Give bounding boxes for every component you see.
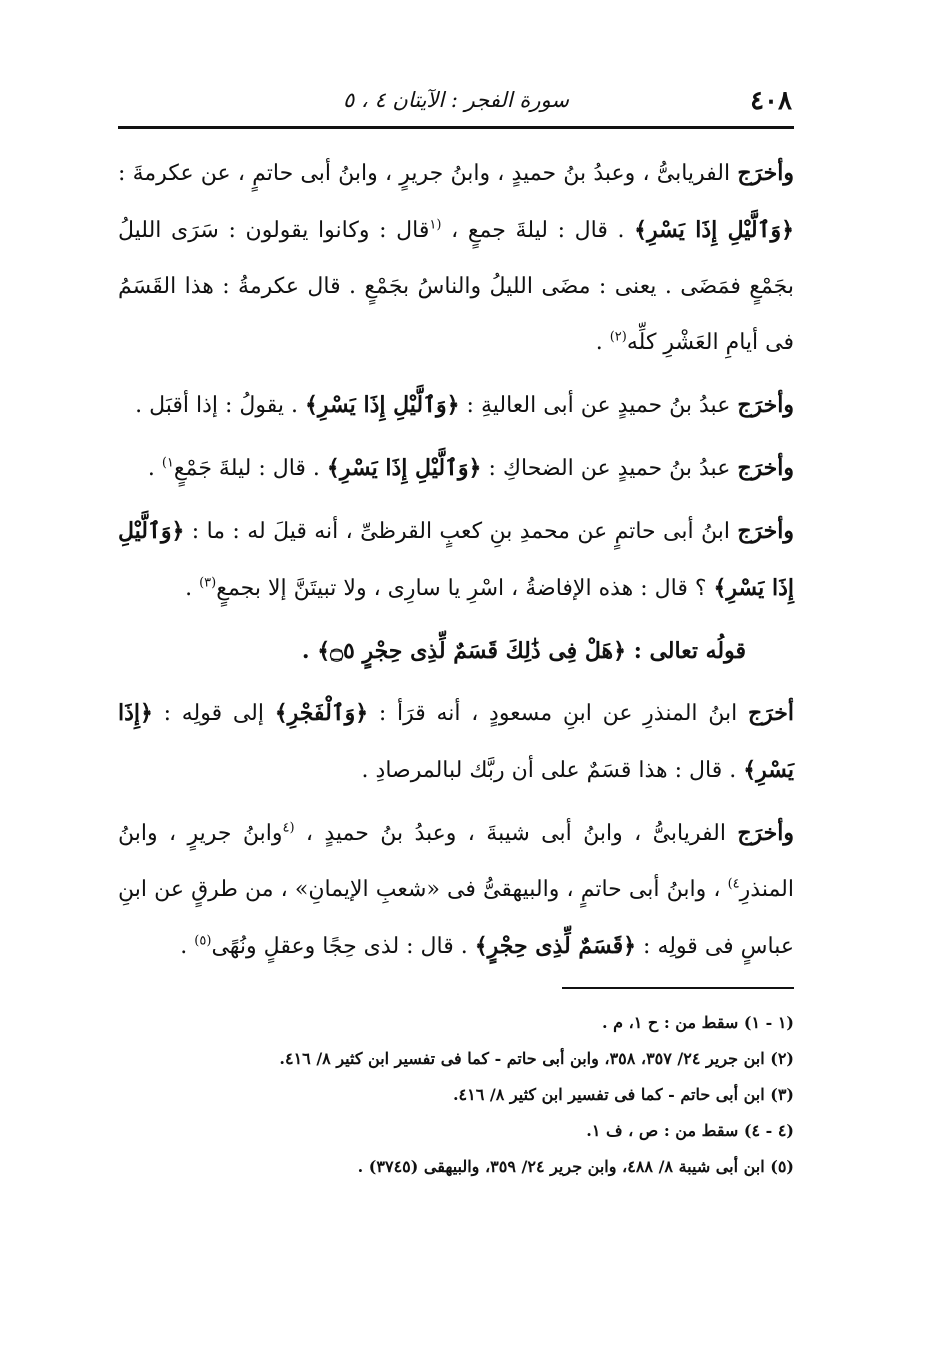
body-text: [118, 145, 794, 975]
footnote-marker: (٥): [194, 933, 212, 949]
paragraph: [118, 805, 794, 975]
footnotes: [118, 1005, 794, 1185]
paragraph-text: الفريابىُّ ، وابنُ أبى شيبةَ ، وعبدُ بنُ حميدٍ ،: [294, 821, 738, 846]
quran-quote: ﴿وَٱلَّيْلِ إِذَا يَسْرِ﴾: [634, 217, 794, 243]
page-header: [118, 78, 794, 129]
paragraph-lead: وأخرَج: [737, 820, 795, 846]
page-number: ٤٠٨: [750, 86, 792, 116]
paragraph-text: الفريابىُّ ، وعبدُ بنُ حميدٍ ، وابنُ جريرٍ ، وابنُ أبى حاتمٍ ، عن عكرمةَ :: [118, 161, 738, 186]
footnote-marker: (١: [429, 217, 442, 233]
footnote-divider: [562, 987, 794, 989]
paragraph-lead: وأخرَج: [737, 392, 794, 418]
paragraph-lead: وأخرَج: [737, 518, 794, 544]
paragraph-text: [626, 638, 634, 664]
quran-quote: ﴿قَسَمٌ لِّذِى حِجْرٍ﴾: [474, 933, 637, 959]
paragraph: [118, 440, 794, 497]
paragraph-text: .: [595, 330, 610, 355]
footnote-marker: (٢): [609, 329, 627, 345]
paragraph-text: .: [301, 638, 318, 664]
paragraph-text: . يقولُ : إذا أقبَل .: [135, 393, 306, 418]
paragraph: [118, 685, 794, 799]
quran-quote: ﴿وَٱلَّيْلِ إِذَا يَسْرِ﴾: [118, 518, 794, 601]
paragraph-text: ؟ قال : هذه الإفاضةُ ، اسْرِ يا سارِى ، ولا تبيتَنَّ إلا بجمعٍ: [216, 576, 714, 601]
footnote-marker: ١): [161, 455, 174, 471]
footnote-item: (٥) ابن أبى شيبة ٨/ ٤٨٨، وابن جرير ٢٤/ ٣٥٩، والبيهقى (٣٧٤٥) .: [357, 1157, 794, 1176]
paragraph: [118, 145, 794, 371]
running-title: سورة الفجر : الآيتان ٤ ، ٥: [343, 88, 569, 112]
quran-quote: ﴿وَٱلَّيْلِ إِذَا يَسْرِ﴾: [326, 455, 482, 481]
footnote-marker: (٤: [282, 820, 295, 836]
footnote-item: (٣) ابن أبى حاتم - كما فى تفسير ابن كثير ٨/ ٤١٦.: [452, 1085, 794, 1104]
paragraph-text: ابنُ أبى حاتمٍ عن محمدِ بنِ كعبٍ القرظىِّ ، أنه قيلَ له : ما :: [184, 519, 738, 544]
paragraph-text: عبدُ بنُ حميدٍ عن أبى العاليةِ :: [459, 393, 738, 418]
footnote-marker: (٣): [199, 575, 217, 591]
paragraph-text: . قال : ليلةَ جمعٍ ،: [441, 218, 635, 243]
paragraph-text: . قال : ليلةَ جَمْعٍ: [173, 456, 327, 481]
verse-heading: [118, 623, 746, 679]
paragraph-lead: وأخرَج: [737, 160, 794, 186]
footnote-item: (١ - ١) سقط من : ح ١، م .: [601, 1013, 794, 1032]
paragraph-text: . قال : هذا قسَمٌ على أن ربَّك لبالمرصادِ .: [361, 758, 744, 783]
paragraph-lead: قولُه تعالى :: [633, 638, 746, 664]
book-page: [118, 78, 794, 1185]
paragraph-lead: وأخرَج: [737, 455, 794, 481]
paragraph-text: عبدُ بنُ حميدٍ عن الضحاكِ :: [481, 456, 738, 481]
paragraph-text: . قال : لذى حِجًا وعقلٍ ونُهًى: [211, 934, 475, 959]
footnote-marker: ٤): [727, 876, 740, 892]
paragraph-text: .: [185, 576, 200, 601]
quran-quote: ﴿إِذَا يَسْرِ﴾: [118, 700, 794, 783]
paragraph-text: .: [147, 456, 162, 481]
paragraph-text: ، وابنُ أبى حاتمٍ ، والبيهقىُّ فى «شعبِ الإيمانِ» ، من طرقٍ عن ابنِ عباسٍ فى قولِه :: [118, 877, 794, 959]
paragraph-lead: أخرَج: [747, 700, 794, 726]
paragraph-text: .: [180, 934, 195, 959]
paragraph: [118, 503, 794, 617]
quran-quote: ﴿وَٱلْفَجْرِ﴾: [274, 700, 369, 726]
paragraph-text: إلى قولِه :: [152, 701, 275, 726]
paragraph-text: وابنُ جريرٍ ، وابنُ المنذرِ: [118, 821, 794, 902]
paragraph: [118, 377, 794, 434]
paragraph-text: قال : وكانوا يقولون : سَرَى الليلُ بجَمْعٍ فمَضَى . يعنى : مضَى الليلُ والناسُ بجَمْعٍ . قال عكرمةُ : هذا القَسَمُ فى أيامِ العَشْرِ كلِّه: [118, 218, 794, 355]
paragraph-text: ابنُ المنذرِ عن ابنِ مسعودٍ ، أنه قرَأ :: [368, 701, 748, 726]
footnote-item: (٢) ابن جرير ٢٤/ ٣٥٧، ٣٥٨، وابن أبى حاتم - كما فى تفسير ابن كثير ٨/ ٤١٦.: [279, 1049, 794, 1068]
quran-quote: ﴿وَٱلَّيْلِ إِذَا يَسْرِ﴾: [305, 392, 460, 418]
footnote-item: (٤ - ٤) سقط من : ص ، ف ١.: [586, 1121, 794, 1140]
quran-quote: ﴿هَلْ فِى ذَٰلِكَ قَسَمٌ لِّذِى حِجْرٍ ۝٥﴾: [317, 638, 627, 664]
